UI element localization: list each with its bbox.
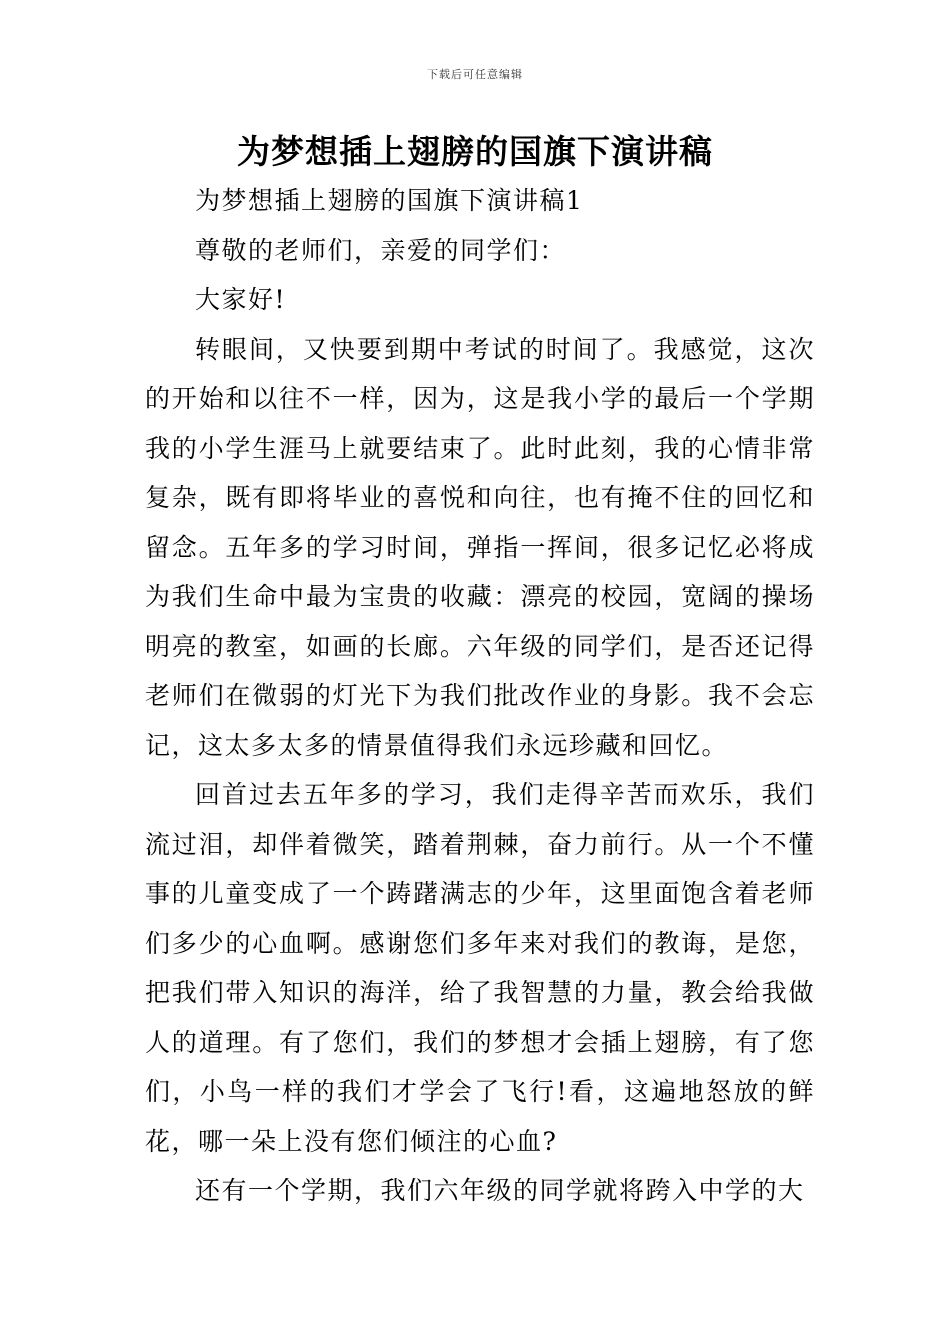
document-body	[145, 176, 815, 1216]
speech-subtitle: 为梦想插上翅膀的国旗下演讲稿1	[195, 186, 584, 215]
header-note: 下载后可任意编辑	[427, 68, 523, 81]
paragraph: 还有一个学期，我们六年级的同学就将跨入中学的大	[195, 1176, 805, 1205]
greeting: 大家好!	[195, 285, 287, 314]
paragraph: 转眼间，又快要到期中考试的时间了。我感觉，这次的开始和以往不一样，因为，这是我小学的最后一个学期我的小学生涯马上就要结束了。此时此刻，我的心情非常复杂，既有即将毕业的喜悦和向往，也有掩不住的回忆和留念。五年多的学习时间，弹指一挥间，很多记忆必将成为我们生命中最为宝贵的收藏：漂亮的校园，宽阔的操场明亮的教室，如画的长廊。六年级的同学们，是否还记得老师们在微弱的灯光下为我们批改作业的身影。我不会忘记，这太多太多的情景值得我们永远珍藏和回忆。	[145, 334, 815, 760]
document-title: 为梦想插上翅膀的国旗下演讲稿	[237, 132, 713, 171]
paragraph: 回首过去五年多的学习，我们走得辛苦而欢乐，我们流过泪，却伴着微笑，踏着荆棘，奋力前行。从一个不懂事的儿童变成了一个踌躇满志的少年，这里面饱含着老师们多少的心血啊。感谢您们多年来对我们的教诲，是您，把我们带入知识的海洋，给了我智慧的力量，教会给我做人的道理。有了您们，我们的梦想才会插上翅膀，有了您们，小鸟一样的我们才学会了飞行!看，这遍地怒放的鲜花，哪一朵上没有您们倾注的心血?	[145, 780, 815, 1156]
salutation: 尊敬的老师们，亲爱的同学们：	[195, 235, 567, 265]
